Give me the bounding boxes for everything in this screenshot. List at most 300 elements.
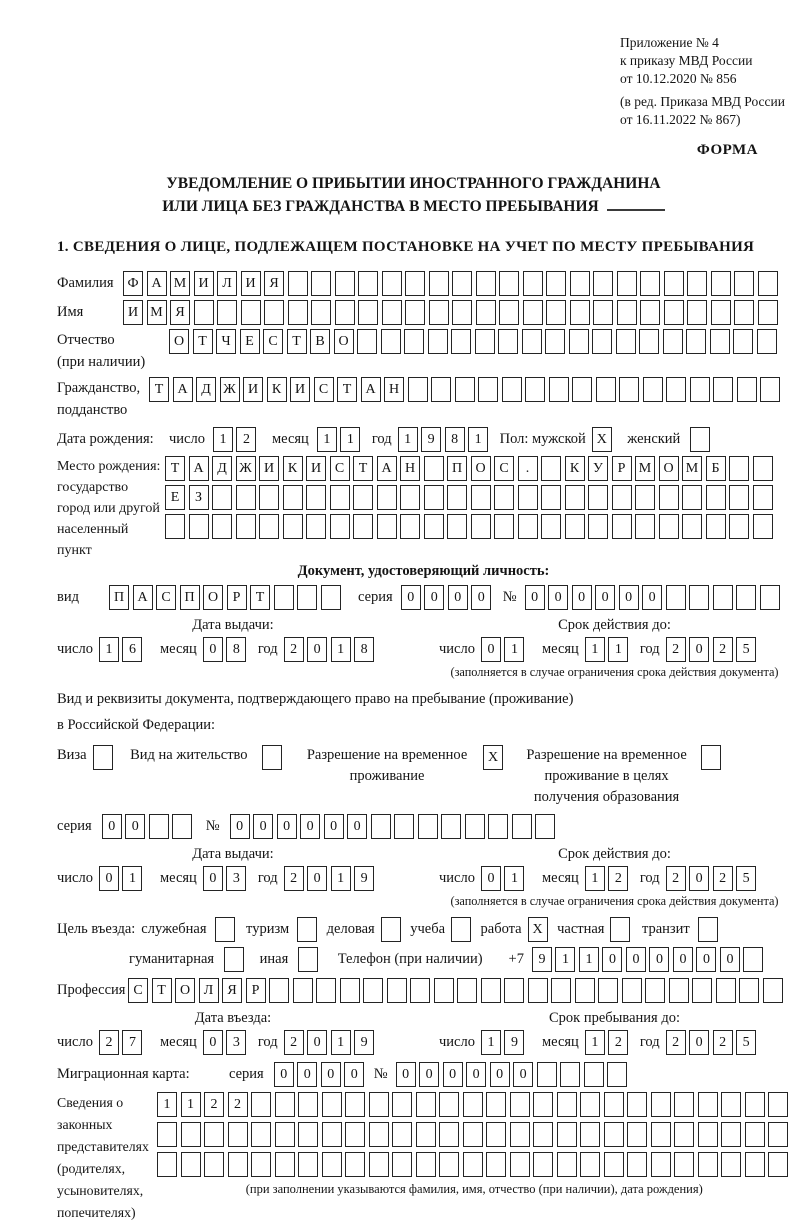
form-cell[interactable]: И xyxy=(123,300,143,325)
form-cell[interactable]: У xyxy=(588,456,608,481)
form-cell[interactable]: 1 xyxy=(157,1092,177,1117)
form-cell[interactable] xyxy=(729,514,749,539)
form-cell[interactable] xyxy=(734,271,754,296)
form-cell[interactable]: 2 xyxy=(204,1092,224,1117)
form-cell[interactable]: А xyxy=(173,377,193,402)
form-cell[interactable] xyxy=(687,300,707,325)
form-cell[interactable] xyxy=(569,329,589,354)
form-cell[interactable] xyxy=(523,300,543,325)
form-cell[interactable] xyxy=(410,978,430,1003)
form-cell[interactable] xyxy=(236,485,256,510)
form-cell[interactable]: 0 xyxy=(689,637,709,662)
form-cell[interactable]: К xyxy=(565,456,585,481)
form-cell[interactable] xyxy=(533,1122,553,1147)
form-cell[interactable] xyxy=(369,1092,389,1117)
form-cell[interactable] xyxy=(627,1122,647,1147)
form-cell[interactable] xyxy=(353,514,373,539)
form-cell[interactable] xyxy=(471,485,491,510)
form-cell[interactable] xyxy=(251,1152,271,1177)
form-cell[interactable] xyxy=(451,917,471,942)
form-cell[interactable]: 2 xyxy=(666,866,686,891)
form-cell[interactable] xyxy=(557,1152,577,1177)
form-cell[interactable] xyxy=(498,329,518,354)
form-cell[interactable] xyxy=(451,329,471,354)
form-cell[interactable] xyxy=(674,1152,694,1177)
male-checkbox[interactable] xyxy=(592,427,616,452)
form-cell[interactable] xyxy=(264,300,284,325)
form-cell[interactable] xyxy=(382,300,402,325)
form-cell[interactable] xyxy=(447,485,467,510)
form-cell[interactable] xyxy=(682,485,702,510)
form-cell[interactable] xyxy=(457,978,477,1003)
form-cell[interactable] xyxy=(523,271,543,296)
form-cell[interactable] xyxy=(651,1152,671,1177)
form-cell[interactable]: П xyxy=(109,585,129,610)
form-cell[interactable] xyxy=(428,329,448,354)
form-cell[interactable] xyxy=(297,585,317,610)
form-cell[interactable] xyxy=(481,978,501,1003)
form-cell[interactable] xyxy=(580,1092,600,1117)
form-cell[interactable] xyxy=(345,1092,365,1117)
form-cell[interactable]: 0 xyxy=(230,814,250,839)
form-cell[interactable]: 9 xyxy=(504,1030,524,1055)
form-cell[interactable] xyxy=(306,485,326,510)
purpose-work-checkbox[interactable] xyxy=(528,917,552,942)
form-cell[interactable] xyxy=(476,271,496,296)
form-cell[interactable] xyxy=(659,514,679,539)
form-cell[interactable] xyxy=(701,745,721,770)
form-cell[interactable]: 0 xyxy=(99,866,119,891)
form-cell[interactable]: 2 xyxy=(713,866,733,891)
form-cell[interactable]: 0 xyxy=(649,947,669,972)
form-cell[interactable] xyxy=(408,377,428,402)
form-cell[interactable] xyxy=(710,329,730,354)
female-checkbox[interactable] xyxy=(690,427,714,452)
form-cell[interactable] xyxy=(686,329,706,354)
form-cell[interactable] xyxy=(465,814,485,839)
form-cell[interactable]: А xyxy=(361,377,381,402)
form-cell[interactable]: О xyxy=(334,329,354,354)
form-cell[interactable]: 8 xyxy=(354,637,374,662)
form-cell[interactable]: 0 xyxy=(689,866,709,891)
form-cell[interactable] xyxy=(739,978,759,1003)
form-cell[interactable]: И xyxy=(306,456,326,481)
form-cell[interactable]: 3 xyxy=(226,1030,246,1055)
form-cell[interactable] xyxy=(763,978,783,1003)
form-cell[interactable] xyxy=(93,745,113,770)
form-cell[interactable] xyxy=(522,329,542,354)
form-cell[interactable]: 0 xyxy=(424,585,444,610)
form-cell[interactable]: 0 xyxy=(443,1062,463,1087)
form-cell[interactable] xyxy=(429,300,449,325)
form-cell[interactable] xyxy=(262,745,282,770)
form-cell[interactable] xyxy=(698,1092,718,1117)
form-cell[interactable] xyxy=(322,1122,342,1147)
form-cell[interactable] xyxy=(734,300,754,325)
form-cell[interactable] xyxy=(165,514,185,539)
form-cell[interactable] xyxy=(251,1092,271,1117)
form-cell[interactable]: 0 xyxy=(673,947,693,972)
form-cell[interactable] xyxy=(737,377,757,402)
form-cell[interactable] xyxy=(463,1122,483,1147)
form-cell[interactable] xyxy=(322,1152,342,1177)
form-cell[interactable]: Б xyxy=(706,456,726,481)
form-cell[interactable] xyxy=(298,1152,318,1177)
form-cell[interactable] xyxy=(588,485,608,510)
form-cell[interactable] xyxy=(639,329,659,354)
form-cell[interactable] xyxy=(330,485,350,510)
form-cell[interactable]: 0 xyxy=(203,1030,223,1055)
form-cell[interactable] xyxy=(345,1152,365,1177)
form-cell[interactable] xyxy=(241,300,261,325)
form-cell[interactable]: Т xyxy=(353,456,373,481)
form-cell[interactable] xyxy=(510,1092,530,1117)
form-cell[interactable]: X xyxy=(592,427,612,452)
form-cell[interactable]: 8 xyxy=(445,427,465,452)
form-cell[interactable] xyxy=(711,271,731,296)
form-cell[interactable]: 0 xyxy=(490,1062,510,1087)
form-cell[interactable] xyxy=(369,1152,389,1177)
form-cell[interactable]: 1 xyxy=(99,637,119,662)
form-cell[interactable]: 9 xyxy=(532,947,552,972)
form-cell[interactable] xyxy=(251,1122,271,1147)
form-cell[interactable]: 7 xyxy=(122,1030,142,1055)
form-cell[interactable] xyxy=(283,514,303,539)
form-cell[interactable] xyxy=(604,1122,624,1147)
form-cell[interactable] xyxy=(711,300,731,325)
form-cell[interactable] xyxy=(486,1092,506,1117)
form-cell[interactable] xyxy=(753,456,773,481)
form-cell[interactable]: Н xyxy=(384,377,404,402)
form-cell[interactable]: 1 xyxy=(317,427,337,452)
form-cell[interactable]: 5 xyxy=(736,1030,756,1055)
form-cell[interactable] xyxy=(698,1122,718,1147)
form-cell[interactable]: 0 xyxy=(321,1062,341,1087)
form-cell[interactable] xyxy=(345,1122,365,1147)
form-cell[interactable]: С xyxy=(494,456,514,481)
form-cell[interactable]: 1 xyxy=(331,1030,351,1055)
temp-residence-checkbox[interactable] xyxy=(483,745,507,770)
residence-permit-checkbox[interactable] xyxy=(262,745,286,770)
form-cell[interactable] xyxy=(288,271,308,296)
form-cell[interactable] xyxy=(664,271,684,296)
form-cell[interactable]: Л xyxy=(217,271,237,296)
form-cell[interactable] xyxy=(494,514,514,539)
form-cell[interactable]: 0 xyxy=(307,637,327,662)
form-cell[interactable]: С xyxy=(263,329,283,354)
form-cell[interactable] xyxy=(663,329,683,354)
form-cell[interactable]: Р xyxy=(246,978,266,1003)
form-cell[interactable] xyxy=(486,1122,506,1147)
form-cell[interactable] xyxy=(228,1122,248,1147)
form-cell[interactable]: X xyxy=(483,745,503,770)
form-cell[interactable] xyxy=(535,814,555,839)
form-cell[interactable] xyxy=(157,1122,177,1147)
form-cell[interactable] xyxy=(758,300,778,325)
form-cell[interactable]: 0 xyxy=(448,585,468,610)
form-cell[interactable] xyxy=(298,947,318,972)
form-cell[interactable]: И xyxy=(243,377,263,402)
form-cell[interactable] xyxy=(551,978,571,1003)
form-cell[interactable] xyxy=(627,1092,647,1117)
form-cell[interactable]: М xyxy=(635,456,655,481)
form-cell[interactable] xyxy=(627,1152,647,1177)
form-cell[interactable]: 2 xyxy=(284,1030,304,1055)
form-cell[interactable]: 0 xyxy=(572,585,592,610)
form-cell[interactable] xyxy=(592,329,612,354)
form-cell[interactable] xyxy=(499,300,519,325)
form-cell[interactable]: 0 xyxy=(102,814,122,839)
form-cell[interactable] xyxy=(570,271,590,296)
form-cell[interactable] xyxy=(452,300,472,325)
form-cell[interactable] xyxy=(404,329,424,354)
form-cell[interactable] xyxy=(753,514,773,539)
form-cell[interactable]: Р xyxy=(612,456,632,481)
form-cell[interactable]: 0 xyxy=(300,814,320,839)
form-cell[interactable]: 2 xyxy=(608,866,628,891)
form-cell[interactable] xyxy=(311,300,331,325)
form-cell[interactable] xyxy=(275,1122,295,1147)
form-cell[interactable] xyxy=(358,271,378,296)
form-cell[interactable] xyxy=(259,485,279,510)
form-cell[interactable] xyxy=(392,1122,412,1147)
form-cell[interactable]: 2 xyxy=(608,1030,628,1055)
form-cell[interactable] xyxy=(172,814,192,839)
form-cell[interactable] xyxy=(363,978,383,1003)
form-cell[interactable]: 0 xyxy=(595,585,615,610)
temp-residence-edu-checkbox[interactable] xyxy=(701,745,725,770)
form-cell[interactable]: 8 xyxy=(226,637,246,662)
form-cell[interactable] xyxy=(643,377,663,402)
form-cell[interactable] xyxy=(275,1152,295,1177)
form-cell[interactable] xyxy=(429,271,449,296)
form-cell[interactable] xyxy=(622,978,642,1003)
form-cell[interactable]: 0 xyxy=(626,947,646,972)
visa-checkbox[interactable] xyxy=(93,745,117,770)
form-cell[interactable] xyxy=(204,1152,224,1177)
form-cell[interactable] xyxy=(674,1092,694,1117)
form-cell[interactable]: 0 xyxy=(642,585,662,610)
form-cell[interactable] xyxy=(381,329,401,354)
form-cell[interactable] xyxy=(682,514,702,539)
form-cell[interactable] xyxy=(729,456,749,481)
form-cell[interactable] xyxy=(713,585,733,610)
form-cell[interactable]: А xyxy=(189,456,209,481)
form-cell[interactable]: 0 xyxy=(203,866,223,891)
form-cell[interactable]: 0 xyxy=(277,814,297,839)
form-cell[interactable] xyxy=(706,485,726,510)
form-cell[interactable] xyxy=(181,1152,201,1177)
form-cell[interactable] xyxy=(471,514,491,539)
form-cell[interactable] xyxy=(545,329,565,354)
form-cell[interactable] xyxy=(541,514,561,539)
form-cell[interactable] xyxy=(607,1062,627,1087)
form-cell[interactable] xyxy=(546,300,566,325)
form-cell[interactable] xyxy=(760,377,780,402)
form-cell[interactable] xyxy=(405,300,425,325)
form-cell[interactable] xyxy=(598,978,618,1003)
form-cell[interactable]: 1 xyxy=(331,637,351,662)
form-cell[interactable]: 1 xyxy=(585,637,605,662)
form-cell[interactable]: 9 xyxy=(354,866,374,891)
form-cell[interactable] xyxy=(424,485,444,510)
form-cell[interactable] xyxy=(651,1092,671,1117)
form-cell[interactable] xyxy=(612,485,632,510)
form-cell[interactable]: Т xyxy=(250,585,270,610)
form-cell[interactable]: 0 xyxy=(619,585,639,610)
form-cell[interactable] xyxy=(463,1152,483,1177)
form-cell[interactable]: 0 xyxy=(513,1062,533,1087)
form-cell[interactable] xyxy=(593,300,613,325)
form-cell[interactable] xyxy=(593,271,613,296)
form-cell[interactable] xyxy=(275,1092,295,1117)
form-cell[interactable] xyxy=(546,271,566,296)
form-cell[interactable]: 0 xyxy=(419,1062,439,1087)
form-cell[interactable] xyxy=(565,514,585,539)
form-cell[interactable] xyxy=(476,300,496,325)
form-cell[interactable]: 5 xyxy=(736,637,756,662)
form-cell[interactable] xyxy=(357,329,377,354)
form-cell[interactable] xyxy=(610,917,630,942)
form-cell[interactable]: 2 xyxy=(228,1092,248,1117)
phone-cells[interactable] xyxy=(532,947,767,972)
form-cell[interactable] xyxy=(612,514,632,539)
form-cell[interactable] xyxy=(617,271,637,296)
form-cell[interactable] xyxy=(512,814,532,839)
form-cell[interactable] xyxy=(463,1092,483,1117)
form-cell[interactable] xyxy=(288,300,308,325)
form-cell[interactable]: А xyxy=(133,585,153,610)
form-cell[interactable] xyxy=(753,485,773,510)
form-cell[interactable]: Т xyxy=(149,377,169,402)
form-cell[interactable]: И xyxy=(241,271,261,296)
form-cell[interactable]: О xyxy=(659,456,679,481)
form-cell[interactable]: 0 xyxy=(125,814,145,839)
form-cell[interactable]: 1 xyxy=(468,427,488,452)
form-cell[interactable]: Ч xyxy=(216,329,236,354)
form-cell[interactable]: З xyxy=(189,485,209,510)
form-cell[interactable]: 1 xyxy=(481,1030,501,1055)
form-cell[interactable]: Л xyxy=(199,978,219,1003)
form-cell[interactable]: А xyxy=(377,456,397,481)
form-cell[interactable] xyxy=(330,514,350,539)
form-cell[interactable]: Ж xyxy=(220,377,240,402)
form-cell[interactable]: С xyxy=(314,377,334,402)
form-cell[interactable] xyxy=(439,1092,459,1117)
form-cell[interactable] xyxy=(690,377,710,402)
form-cell[interactable] xyxy=(439,1152,459,1177)
form-cell[interactable]: Д xyxy=(212,456,232,481)
form-cell[interactable]: 9 xyxy=(354,1030,374,1055)
form-cell[interactable] xyxy=(502,377,522,402)
form-cell[interactable]: 1 xyxy=(122,866,142,891)
form-cell[interactable] xyxy=(674,1122,694,1147)
form-cell[interactable]: Е xyxy=(165,485,185,510)
form-cell[interactable] xyxy=(335,300,355,325)
form-cell[interactable] xyxy=(377,514,397,539)
form-cell[interactable] xyxy=(297,917,317,942)
form-cell[interactable]: Ф xyxy=(123,271,143,296)
form-cell[interactable] xyxy=(259,514,279,539)
form-cell[interactable]: 9 xyxy=(421,427,441,452)
form-cell[interactable] xyxy=(424,456,444,481)
form-cell[interactable]: 0 xyxy=(307,866,327,891)
form-cell[interactable]: 0 xyxy=(344,1062,364,1087)
form-cell[interactable] xyxy=(760,585,780,610)
form-cell[interactable]: 0 xyxy=(481,866,501,891)
form-cell[interactable]: И xyxy=(259,456,279,481)
form-cell[interactable] xyxy=(189,514,209,539)
form-cell[interactable] xyxy=(565,485,585,510)
form-cell[interactable] xyxy=(369,1122,389,1147)
form-cell[interactable] xyxy=(405,271,425,296)
form-cell[interactable] xyxy=(316,978,336,1003)
form-cell[interactable]: О xyxy=(471,456,491,481)
form-cell[interactable]: О xyxy=(169,329,189,354)
form-cell[interactable] xyxy=(525,377,545,402)
form-cell[interactable]: 0 xyxy=(696,947,716,972)
purpose-business-checkbox[interactable] xyxy=(215,917,239,942)
form-cell[interactable] xyxy=(418,814,438,839)
form-cell[interactable]: 0 xyxy=(720,947,740,972)
form-cell[interactable] xyxy=(533,1152,553,1177)
form-cell[interactable] xyxy=(387,978,407,1003)
form-cell[interactable] xyxy=(729,485,749,510)
form-cell[interactable] xyxy=(494,485,514,510)
form-cell[interactable]: X xyxy=(528,917,548,942)
form-cell[interactable] xyxy=(575,978,595,1003)
form-cell[interactable] xyxy=(488,814,508,839)
purpose-study-checkbox[interactable] xyxy=(451,917,475,942)
form-cell[interactable]: 0 xyxy=(471,585,491,610)
form-cell[interactable] xyxy=(659,485,679,510)
form-cell[interactable] xyxy=(353,485,373,510)
form-cell[interactable] xyxy=(745,1092,765,1117)
form-cell[interactable]: М xyxy=(147,300,167,325)
purpose-transit-checkbox[interactable] xyxy=(698,917,722,942)
form-cell[interactable] xyxy=(455,377,475,402)
form-cell[interactable]: Д xyxy=(196,377,216,402)
form-cell[interactable] xyxy=(596,377,616,402)
form-cell[interactable] xyxy=(721,1092,741,1117)
form-cell[interactable] xyxy=(283,485,303,510)
form-cell[interactable] xyxy=(669,978,689,1003)
form-cell[interactable]: Н xyxy=(400,456,420,481)
form-cell[interactable] xyxy=(377,485,397,510)
form-cell[interactable]: 2 xyxy=(713,1030,733,1055)
form-cell[interactable]: Я xyxy=(222,978,242,1003)
form-cell[interactable]: Т xyxy=(337,377,357,402)
form-cell[interactable]: А xyxy=(147,271,167,296)
form-cell[interactable] xyxy=(335,271,355,296)
form-cell[interactable] xyxy=(716,978,736,1003)
form-cell[interactable] xyxy=(664,300,684,325)
form-cell[interactable]: И xyxy=(290,377,310,402)
form-cell[interactable] xyxy=(651,1122,671,1147)
form-cell[interactable] xyxy=(358,300,378,325)
form-cell[interactable]: К xyxy=(283,456,303,481)
form-cell[interactable] xyxy=(745,1122,765,1147)
purpose-private-checkbox[interactable] xyxy=(610,917,634,942)
form-cell[interactable]: 0 xyxy=(602,947,622,972)
form-cell[interactable] xyxy=(619,377,639,402)
form-cell[interactable] xyxy=(687,271,707,296)
form-cell[interactable] xyxy=(635,514,655,539)
form-cell[interactable] xyxy=(640,300,660,325)
form-cell[interactable] xyxy=(340,978,360,1003)
form-cell[interactable] xyxy=(588,514,608,539)
form-cell[interactable] xyxy=(541,485,561,510)
